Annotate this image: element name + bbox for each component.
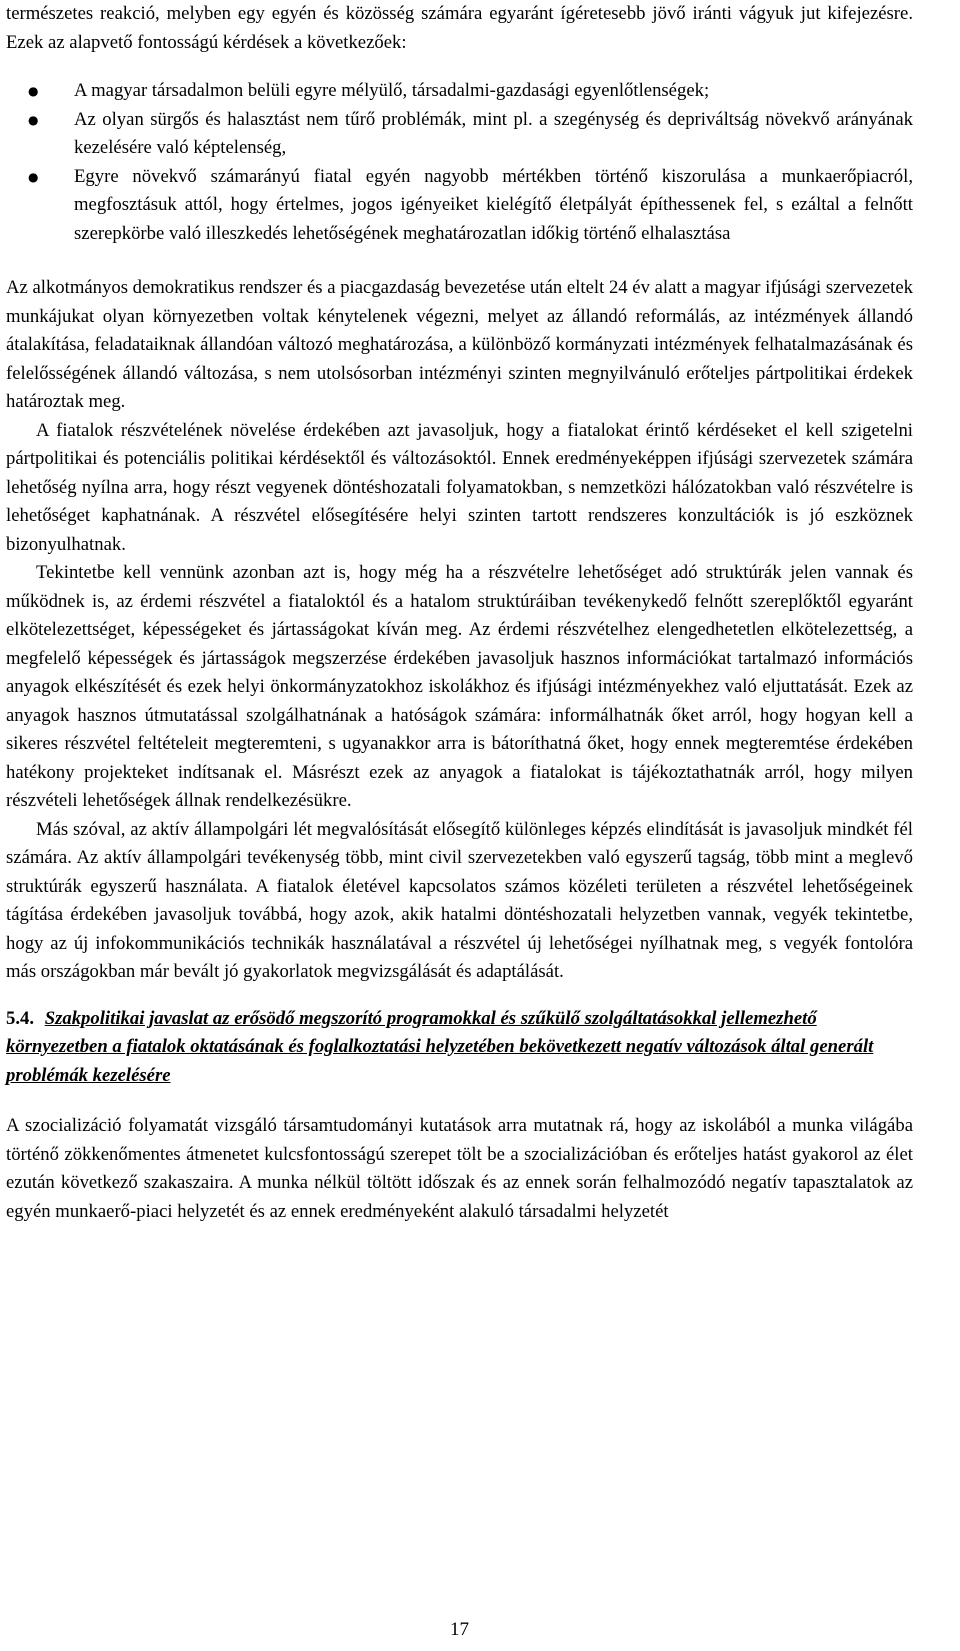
bullet-text: Az olyan sürgős és halasztást nem tűrő problémák, mint pl. a szegénység és depriváltság növekvő arányának kezelésére való képtelenség,: [74, 108, 913, 158]
body-paragraph: Tekintetbe kell vennünk azonban azt is, hogy még ha a részvételre lehetőséget adó struktúrák jelen vannak és működnek is, az érdemi részvétel a fiataloktól és a hatalom struktúráiban tevékenykedő felnőtt szereplőktől egyaránt elkötelezettséget, képességeket és jártasságokat kíván meg. Az érdemi részvételhez elengedhetetlen elkötelezettség, a megfelelő képességek és jártasságok megszerzése érdekében javasoljuk hasznos információkat tartalmazó információs anyagok elkészítését és ezek helyi önkormányzatokhoz iskolákhoz és ifjúsági intézményekhez való eljuttatását. Ezek az anyagok hasznos útmutatással szolgálhatnának a hatóságok számára: informálhatnák őket arról, hogy hogyan kell a sikeres részvétel feltételeit megteremteni, s ugyanakkor arra is bátoríthatná őket, hogy ennek megteremtése érdekében hatékony projekteket indítsanak el. Másrészt ezek az anyagok a fiatalokat is tájékoztathatnák arról, hogy milyen részvételi lehetőségek állnak rendelkezésükre.: [6, 562, 913, 811]
final-paragraph: A szocializáció folyamatát vizsgáló társamtudományi kutatások arra mutatnak rá, hogy az iskolából a munka világába történő zökkenőmentes átmenetet kulcsfontosságú szerepet tölt be a szocializációban és erőteljes hatást gyakorol az élet ezután következő szakaszaira. A munka nélkül töltött időszak és az ennek során felhalmozódó negatív tapasztalatok az egyén munkaerő-piaci helyzetét és az ennek eredményeként alakuló társadalmi helyzetét: [6, 1115, 913, 1222]
body-paragraph: Az alkotmányos demokratikus rendszer és a piacgazdaság bevezetése után eltelt 24 év alatt a magyar ifjúsági szervezetek munkájukat olyan környezetben voltak kénytelenek végezni, melyet az állandó reformálás, az intézmények állandó átalakítása, feladataiknak állandóan változó meghatározása, a különböző kormányzati intézmények felhatalmazásának és felelősségének állandó változása, s nem utolsósorban intézményi szinten megnyilvánuló erőteljes pártpolitikai érdekek határoztak meg.: [6, 277, 913, 412]
page-number: 17: [450, 1619, 469, 1640]
document-page: [6, 0, 913, 1651]
bullet-item: [28, 106, 913, 163]
bullet-text: Egyre növekvő számarányú fiatal egyén nagyobb mértékben történő kiszorulása a munkaerőpiacról, megfosztásuk attól, hogy értelmes, jogos igényeiket kielégítő életpályát építhessenek fel, s ezáltal a felnőtt szerepkörbe való illeszkedés lehetőségének meghatározatlan időkig történő elhalasztása: [74, 165, 913, 244]
section-heading: [6, 1005, 913, 1091]
bullet-dot-icon: ●: [28, 169, 39, 184]
section-title: Szakpolitikai javaslat az erősödő megszorító programokkal és szűkülő szolgáltatásokkal jellemezhető környezetben a fiatalok oktatásának és foglalkoztatási helyzetében bekövetkezett negatív változások által generált problémák kezelésére: [6, 1007, 874, 1086]
bullet-text: A magyar társadalmon belüli egyre mélyülő, társadalmi-gazdasági egyenlőtlenségek;: [74, 80, 710, 101]
bullet-item: [28, 77, 913, 106]
bullet-item: [28, 163, 913, 249]
section-number: 5.4.: [6, 1007, 35, 1029]
bullet-dot-icon: ●: [28, 84, 39, 98]
bullet-list: [6, 77, 913, 248]
body-paragraph: A fiatalok részvételének növelése érdekében azt javasoljuk, hogy a fiatalokat érintő kérdéseket el kell szigetelni pártpolitikai és potenciális politikai kérdésektől és változásoktól. Ennek eredményeképpen ifjúsági szervezetek számára lehetőség nyílna arra, hogy részt vegyenek döntéshozatali folyamatokban, s nemzetközi hálózatokban való részvételre is lehetőséget kaphatnának. A részvétel elősegítésére helyi szinten tartott rendszeres konzultációk is jó eszköznek bizonyulhatnak.: [6, 419, 913, 555]
bullet-dot-icon: ●: [28, 112, 39, 127]
intro-paragraph: természetes reakció, melyben egy egyén és közösség számára egyaránt ígéretesebb jövő iránti vágyuk jut kifejezésre. Ezek az alapvető fontosságú kérdések a következőek:: [6, 3, 913, 53]
body-paragraph: Más szóval, az aktív állampolgári lét megvalósítását elősegítő különleges képzés elindítását is javasoljuk mindkét fél számára. Az aktív állampolgári tevékenység több, mint civil szervezetekben való egyszerű tagság, több mint a meglevő struktúrák egyszerű használata. A fiatalok életével kapcsolatos számos közéleti területen a részvétel lehetőségeinek tágítása érdekében javasoljuk továbbá, hogy azok, akik hatalmi döntéshozatali helyzetben vannak, vegyék tekintetbe, hogy az új infokommunikációs technikák használatával a részvétel új lehetőségei nyílhatnak meg, s vegyék fontolóra más országokban már bevált jó gyakorlatok megvizsgálását és adaptálását.: [6, 818, 913, 982]
